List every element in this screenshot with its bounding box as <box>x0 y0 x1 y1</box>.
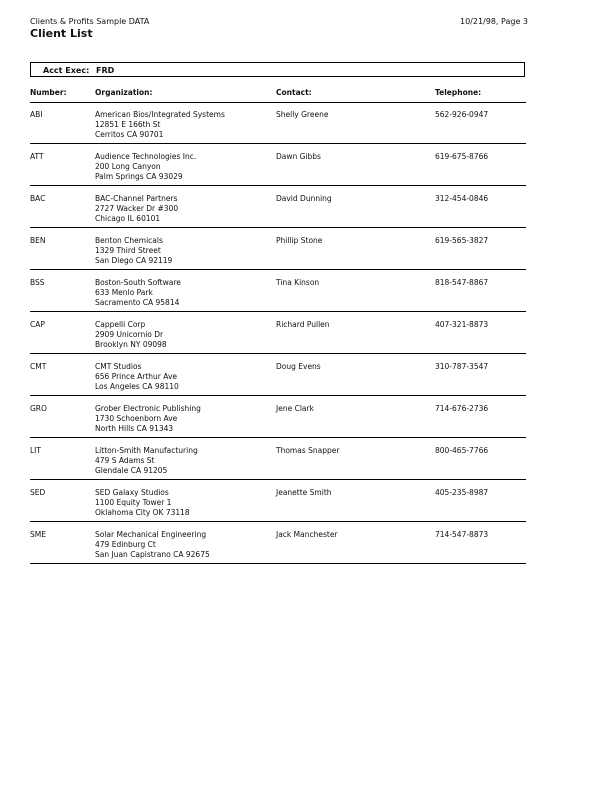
client-organization: Grober Electronic Publishing <box>95 404 201 413</box>
client-organization: Solar Mechanical Engineering <box>95 530 207 539</box>
client-contact: Doug Evens <box>276 362 321 371</box>
client-address-line: 656 Prince Arthur Ave <box>95 372 178 381</box>
table-row <box>30 522 526 564</box>
client-organization: Boston-South Software <box>95 278 181 287</box>
client-contact: Phillip Stone <box>276 236 323 245</box>
client-number: SED <box>30 488 46 497</box>
client-telephone: 800-465-7766 <box>435 446 489 455</box>
client-organization: CMT Studios <box>95 362 142 371</box>
client-address-line: San Diego CA 92119 <box>95 256 173 265</box>
client-organization: Cappelli Corp <box>95 320 146 329</box>
client-contact: Dawn Gibbs <box>276 152 321 161</box>
client-address-line: Los Angeles CA 98110 <box>95 382 179 391</box>
client-organization-block <box>95 152 196 182</box>
report-date-page: 10/21/98, Page 3 <box>459 17 528 26</box>
client-number: GRO <box>30 404 47 413</box>
client-address-line: 1329 Third Street <box>95 246 161 255</box>
client-telephone: 310-787-3547 <box>435 362 489 371</box>
client-address-line: Sacramento CA 95814 <box>95 298 180 307</box>
client-address-line: 479 S Adams St <box>95 456 155 465</box>
client-address-line: 479 Edinburg Ct <box>95 540 156 549</box>
client-organization: Audience Technologies Inc. <box>95 152 197 161</box>
client-number: LIT <box>30 446 41 455</box>
client-contact: Jeanette Smith <box>276 488 332 497</box>
client-address-line: 1100 Equity Tower 1 <box>95 498 172 507</box>
client-contact: Jene Clark <box>276 404 314 413</box>
column-headers <box>30 88 526 102</box>
table-row <box>30 186 526 228</box>
client-number: CMT <box>30 362 47 371</box>
client-organization-block <box>95 278 181 308</box>
client-address-line: Brooklyn NY 09098 <box>95 340 167 349</box>
table-row <box>30 270 526 312</box>
acct-exec-box <box>30 62 525 77</box>
acct-exec-label: Acct Exec: <box>43 66 90 75</box>
table-row <box>30 396 526 438</box>
table-row <box>30 438 526 480</box>
client-contact: Jack Manchester <box>276 530 338 539</box>
client-address-line: 12851 E 166th St <box>95 120 161 129</box>
client-address-line: 2909 Unicornio Dr <box>95 330 164 339</box>
acct-exec-value: FRD <box>96 66 115 75</box>
client-address-line: 633 Menlo Park <box>95 288 153 297</box>
table-row <box>30 228 526 270</box>
client-telephone: 714-547-8873 <box>435 530 489 539</box>
client-organization-block <box>95 446 198 476</box>
client-organization: BAC-Channel Partners <box>95 194 178 203</box>
client-address-line: Oklahoma City OK 73118 <box>95 508 190 517</box>
client-address-line: 200 Long Canyon <box>95 162 161 171</box>
column-header-organization: Organization: <box>95 88 153 97</box>
client-telephone: 714-676-2736 <box>435 404 489 413</box>
client-number: SME <box>30 530 46 539</box>
client-contact: Shelly Greene <box>276 110 329 119</box>
client-address-line: Cerritos CA 90701 <box>95 130 164 139</box>
client-organization-block <box>95 362 179 392</box>
client-table <box>30 102 526 564</box>
client-organization: SED Galaxy Studios <box>95 488 169 497</box>
column-header-number: Number: <box>30 88 67 97</box>
client-address-line: North Hills CA 91343 <box>95 424 174 433</box>
client-contact: David Dunning <box>276 194 332 203</box>
client-telephone: 312-454-0846 <box>435 194 489 203</box>
table-row <box>30 312 526 354</box>
client-telephone: 619-565-3827 <box>435 236 489 245</box>
client-organization-block <box>95 530 210 560</box>
client-address-line: Glendale CA 91205 <box>95 466 168 475</box>
client-organization-block <box>95 110 225 140</box>
column-header-telephone: Telephone: <box>435 88 482 97</box>
client-number: ATT <box>30 152 44 161</box>
client-telephone: 562-926-0947 <box>435 110 489 119</box>
client-telephone: 407-321-8873 <box>435 320 489 329</box>
table-row <box>30 102 526 144</box>
client-number: BSS <box>30 278 45 287</box>
client-telephone: 405-235-8987 <box>435 488 489 497</box>
client-contact: Richard Pullen <box>276 320 330 329</box>
column-header-contact: Contact: <box>276 88 312 97</box>
client-organization: American Bios/Integrated Systems <box>95 110 225 119</box>
client-organization-block <box>95 488 190 518</box>
client-address-line: Palm Springs CA 93029 <box>95 172 183 181</box>
client-organization: Benton Chemicals <box>95 236 163 245</box>
table-row <box>30 354 526 396</box>
client-number: ABI <box>30 110 43 119</box>
table-row <box>30 144 526 186</box>
client-telephone: 818-547-8867 <box>435 278 489 287</box>
client-number: BAC <box>30 194 46 203</box>
client-address-line: 1730 Schoenborn Ave <box>95 414 178 423</box>
client-address-line: San Juan Capistrano CA 92675 <box>95 550 210 559</box>
client-address-line: 2727 Wacker Dr #300 <box>95 204 179 213</box>
client-telephone: 619-675-8766 <box>435 152 489 161</box>
page-title: Client List <box>30 27 93 40</box>
client-number: CAP <box>30 320 45 329</box>
client-organization-block <box>95 236 172 266</box>
client-organization-block <box>95 320 167 350</box>
client-number: BEN <box>30 236 46 245</box>
report-name: Clients & Profits Sample DATA <box>30 17 150 26</box>
client-contact: Thomas Snapper <box>276 446 340 455</box>
table-row <box>30 480 526 522</box>
client-contact: Tina Kinson <box>276 278 320 287</box>
client-organization-block <box>95 404 201 434</box>
client-address-line: Chicago IL 60101 <box>95 214 161 223</box>
client-organization-block <box>95 194 178 224</box>
client-organization: Litton-Smith Manufacturing <box>95 446 198 455</box>
